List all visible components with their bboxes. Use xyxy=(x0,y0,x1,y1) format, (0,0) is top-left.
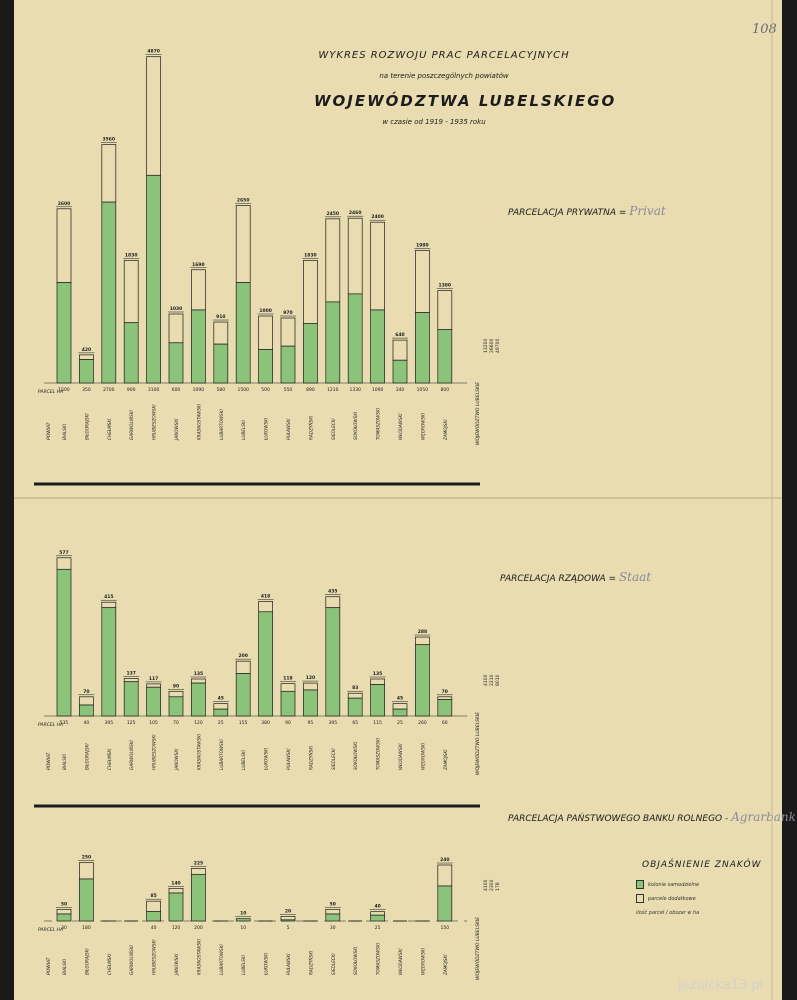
bar-bottom-label: 600 xyxy=(171,388,181,393)
bar-bottom-label: 120 xyxy=(194,721,203,726)
chart-state xyxy=(38,550,501,775)
bar-top-label: 1000 xyxy=(259,309,272,314)
category-label: SOKOŁOWSKI xyxy=(353,946,359,975)
map-sheet xyxy=(14,0,796,1000)
watermark: jezuicka13.pl xyxy=(678,978,764,993)
bar-bottom-label: 340 xyxy=(395,388,405,393)
bar-top-label: 200 xyxy=(238,654,248,660)
bar-additional xyxy=(236,661,250,673)
bar-bottom-label: 200 xyxy=(194,926,203,931)
summary-value: 8010 xyxy=(496,674,502,686)
category-label: RADZYŃSKI xyxy=(308,950,314,975)
bar-top-label: 117 xyxy=(148,676,159,682)
legend-label-colonies: kolonie samodzielne xyxy=(648,882,700,888)
bar-colonies xyxy=(124,682,138,716)
category-label: SIEDLECKI xyxy=(330,953,336,975)
bar-additional xyxy=(147,901,161,912)
bar-colonies xyxy=(303,323,317,383)
parcel-header: PARCEL HA xyxy=(38,928,64,933)
bar-additional xyxy=(415,637,429,645)
bar-bottom-label: 65 xyxy=(352,721,359,726)
bar-top-label: 135 xyxy=(372,671,383,677)
bar-bottom-label: 30 xyxy=(61,926,67,931)
bar-bottom-label: 535 xyxy=(59,721,69,726)
bar-bottom-label: 40 xyxy=(150,926,157,931)
category-label: BIŁGORAJSKI xyxy=(84,743,90,770)
bar-bottom-label: 155 xyxy=(238,721,248,726)
bar-top-label: 45 xyxy=(396,696,404,702)
category-label: WĘGROWSKI xyxy=(420,742,426,770)
bar-additional xyxy=(191,270,205,310)
bar-additional xyxy=(326,597,340,608)
bar-colonies xyxy=(415,313,429,383)
bar-bottom-label: 40 xyxy=(83,721,90,726)
bar-additional xyxy=(438,865,452,886)
bar-additional xyxy=(326,909,340,914)
parcel-header: PARCEL HA xyxy=(38,390,64,395)
bar-additional xyxy=(371,679,385,684)
category-label: PUŁAWSKI xyxy=(286,748,291,770)
bar-additional xyxy=(438,697,452,700)
bar-top-label: 577 xyxy=(59,550,69,556)
bar-additional xyxy=(303,260,317,323)
summary-value: 49700 xyxy=(496,338,502,353)
bar-additional xyxy=(147,684,161,687)
category-label: TOMASZOWSKI xyxy=(375,943,381,975)
chart-private xyxy=(38,49,501,445)
bar-top-label: 970 xyxy=(283,311,293,317)
bar-additional xyxy=(79,697,93,705)
bar-top-label: 240 xyxy=(440,858,450,863)
bar-colonies xyxy=(147,912,161,921)
bar-top-label: 910 xyxy=(216,315,226,321)
bar-top-label: 85 xyxy=(150,894,157,900)
powiat-header: POWIAT xyxy=(47,957,52,975)
bar-bottom-label: 10 xyxy=(240,926,247,931)
bar-bottom-label: 800 xyxy=(440,388,450,393)
bar-additional xyxy=(415,250,429,312)
bar-colonies xyxy=(57,569,71,716)
bar-top-label: 1380 xyxy=(438,283,452,289)
bar-colonies xyxy=(169,343,183,383)
summary-label: WOJEWÓDZTWO LUBELSKIE xyxy=(476,916,482,980)
category-label: LUBELSKI xyxy=(241,750,247,770)
bar-additional xyxy=(57,209,71,283)
bar-top-label: 288 xyxy=(417,630,428,636)
bar-top-label: 20 xyxy=(284,909,292,915)
category-label: RADZYŃSKI xyxy=(308,415,314,440)
category-label: LUBELSKI xyxy=(241,955,247,975)
category-label: GARWOLIŃSKI xyxy=(129,740,135,770)
bar-additional xyxy=(259,601,273,611)
category-label: PUŁAWSKI xyxy=(286,418,291,440)
category-label: LUBARTOWSKI xyxy=(218,944,224,975)
bar-top-label: 45 xyxy=(217,696,224,702)
bar-bottom-label: 150 xyxy=(440,926,450,931)
bar-colonies xyxy=(214,344,228,383)
summary-value: 2300 xyxy=(490,879,496,891)
category-label: LUBARTOWSKI xyxy=(218,739,224,770)
bar-additional xyxy=(57,558,71,570)
bar-top-label: 2400 xyxy=(371,215,384,221)
bar-top-label: 435 xyxy=(328,589,338,595)
summary-value: 178 xyxy=(496,882,502,891)
bar-colonies xyxy=(438,700,452,716)
bar-additional xyxy=(393,704,407,709)
bar-bottom-label: 900 xyxy=(126,388,136,393)
legend-label-additional: parcele dodatkowe xyxy=(648,896,696,902)
bar-colonies xyxy=(259,612,273,716)
bar-colonies xyxy=(415,645,429,716)
powiat-header: POWIAT xyxy=(47,752,52,770)
category-label: ZAMOJSKI xyxy=(442,419,448,440)
category-label: SIEDLECKI xyxy=(330,418,336,440)
bar-colonies xyxy=(393,709,407,716)
bar-colonies xyxy=(371,310,385,383)
bar-colonies xyxy=(79,879,93,921)
bar-colonies xyxy=(259,350,273,384)
summary-label: WOJEWÓDZTWO LUBELSKIE xyxy=(476,381,482,445)
bar-colonies xyxy=(147,687,161,716)
bar-top-label: 135 xyxy=(193,671,204,677)
category-label: JANOWSKI xyxy=(174,953,179,975)
bar-top-label: 4870 xyxy=(147,49,160,55)
category-label: BIALSKI xyxy=(62,959,67,975)
section-title-bank-text: PARCELACJA PAŃSTWOWEGO BANKU ROLNEGO xyxy=(508,814,723,824)
category-label: HRUBIESZOWSKI xyxy=(151,404,157,440)
bar-bottom-label: 550 xyxy=(283,388,293,393)
bar-bottom-label: 890 xyxy=(306,388,315,393)
bar-additional xyxy=(191,869,205,875)
bar-additional xyxy=(281,684,295,692)
bar-top-label: 1030 xyxy=(169,306,183,312)
bar-top-label: 3560 xyxy=(102,137,116,143)
category-label: GARWOLIŃSKI xyxy=(129,410,135,440)
bar-additional xyxy=(191,679,205,683)
category-label: WĘGROWSKI xyxy=(420,412,426,440)
bar-additional xyxy=(281,916,295,920)
legend-title: OBJAŚNIENIE ZNAKÓW xyxy=(642,860,762,870)
bar-top-label: 1830 xyxy=(124,253,138,259)
bar-bottom-label: 1330 xyxy=(349,388,361,393)
bar-top-label: 70 xyxy=(83,689,90,695)
bar-bottom-label: 260 xyxy=(418,721,427,726)
category-label: KRASNOSTAWSKI xyxy=(196,733,202,770)
bar-additional xyxy=(214,704,228,709)
category-label: JANOWSKI xyxy=(174,418,179,440)
bar-additional xyxy=(348,218,362,294)
bar-additional xyxy=(371,912,385,916)
bar-top-label: 40 xyxy=(374,904,381,910)
category-label: ŁUKOWSKI xyxy=(263,952,269,975)
bar-colonies xyxy=(371,684,385,716)
section-title-state-text: PARCELACJA RZĄDOWA xyxy=(500,574,606,584)
bar-bottom-label: 90 xyxy=(285,721,291,726)
bar-additional xyxy=(169,888,183,893)
bar-colonies xyxy=(326,302,340,383)
category-label: GARWOLIŃSKI xyxy=(129,945,135,975)
bar-additional xyxy=(102,602,116,607)
category-label: BIALSKI xyxy=(62,754,67,770)
category-label: WŁODAWSKI xyxy=(398,948,403,975)
bar-bottom-label: 395 xyxy=(104,721,114,726)
bar-bottom-label: 25 xyxy=(397,721,403,726)
summary-value: 13200 xyxy=(484,338,490,353)
bar-colonies xyxy=(102,608,116,716)
bar-colonies xyxy=(438,329,452,383)
summary-value: 4100 xyxy=(484,879,490,891)
bar-additional xyxy=(326,219,340,302)
bar-additional xyxy=(393,340,407,360)
bar-colonies xyxy=(348,698,362,716)
page-number: 108 xyxy=(752,22,777,37)
bar-top-label: 420 xyxy=(81,347,92,353)
bar-additional xyxy=(438,291,452,330)
chart-title-line2: na terenie poszczególnych powiatów xyxy=(379,72,509,80)
bar-bottom-label: 5 xyxy=(286,926,290,931)
summary-value: 26600 xyxy=(490,338,496,353)
bar-top-label: 2450 xyxy=(326,211,340,217)
bar-colonies xyxy=(236,919,250,921)
bar-top-label: 2650 xyxy=(236,198,250,204)
bar-colonies xyxy=(191,683,205,716)
legend-label-numbers: ilość parcel / obszar w ha xyxy=(636,910,700,916)
section-title-private-text: PARCELACJA PRYWATNA xyxy=(508,208,617,218)
bar-top-label: 10 xyxy=(240,911,247,917)
section-title-state: PARCELACJA RZĄDOWA = Staat xyxy=(500,570,652,584)
bar-additional xyxy=(102,144,116,202)
bar-additional xyxy=(147,57,161,176)
bar-top-label: 640 xyxy=(395,333,405,339)
category-label: ZAMOJSKI xyxy=(442,954,448,975)
bar-bottom-label: 25 xyxy=(374,926,381,931)
bar-additional xyxy=(303,683,317,690)
bar-top-label: 1980 xyxy=(416,243,429,249)
category-label: SIEDLECKI xyxy=(330,748,336,770)
summary-value: 4100 xyxy=(484,674,490,686)
bar-additional xyxy=(79,355,93,360)
bar-additional xyxy=(281,318,295,346)
bar-bottom-label: 180 xyxy=(82,926,91,931)
bar-bottom-label: 1500 xyxy=(237,388,249,393)
bar-colonies xyxy=(371,915,385,921)
bar-colonies xyxy=(393,360,407,383)
bar-top-label: 140 xyxy=(171,881,181,887)
bar-top-label: 137 xyxy=(126,671,136,677)
bar-colonies xyxy=(438,886,452,921)
bar-additional xyxy=(57,909,71,914)
section-annotation-bank: Agrarbank xyxy=(731,810,796,824)
bar-colonies xyxy=(326,608,340,716)
bar-colonies xyxy=(236,674,250,717)
bar-bottom-label: 500 xyxy=(261,388,270,393)
category-label: JANOWSKI xyxy=(174,748,179,770)
bar-bottom-label: 580 xyxy=(216,388,226,393)
bar-colonies xyxy=(191,874,205,921)
bar-bottom-label: 30 xyxy=(329,926,336,931)
bar-colonies xyxy=(57,283,71,384)
bar-bottom-label: 350 xyxy=(82,388,91,393)
category-label: KRASNOSTAWSKI xyxy=(196,938,202,975)
bar-top-label: 250 xyxy=(81,855,92,861)
bar-bottom-label: 1210 xyxy=(327,388,339,393)
bar-bottom-label: 2700 xyxy=(103,388,115,393)
bar-top-label: 90 xyxy=(172,684,180,690)
bar-colonies xyxy=(191,310,205,383)
bar-additional xyxy=(371,222,385,310)
category-label: SOKOŁOWSKI xyxy=(353,741,359,770)
bar-bottom-label: 25 xyxy=(217,721,224,726)
bar-bottom-label: 1050 xyxy=(416,388,429,393)
charts-svg xyxy=(14,0,782,1000)
category-label: CHEŁMSKI xyxy=(106,418,112,440)
category-label: CHEŁMSKI xyxy=(106,953,112,975)
bar-colonies xyxy=(281,346,295,383)
chart-bank xyxy=(38,855,501,980)
bar-top-label: 2460 xyxy=(348,211,362,217)
bar-colonies xyxy=(79,360,93,383)
category-label: SOKOŁOWSKI xyxy=(353,411,359,440)
chart-title-line1: WYKRES ROZWOJU PRAC PARCELACYJNYCH xyxy=(318,50,570,61)
category-label: WŁODAWSKI xyxy=(398,413,403,440)
bar-bottom-label: 60 xyxy=(441,721,448,726)
bar-colonies xyxy=(57,914,71,921)
powiat-header: POWIAT xyxy=(47,422,52,440)
bar-bottom-label: 3100 xyxy=(147,388,160,393)
bar-colonies xyxy=(236,283,250,384)
bar-bottom-label: 1500 xyxy=(58,388,70,393)
bar-top-label: 2600 xyxy=(57,201,71,207)
bar-top-label: 83 xyxy=(352,686,359,692)
bar-additional xyxy=(169,314,183,343)
bar-top-label: 120 xyxy=(305,676,316,682)
bar-bottom-label: 95 xyxy=(307,721,314,726)
category-label: HRUBIESZOWSKI xyxy=(151,939,157,975)
category-label: BIŁGORAJSKI xyxy=(84,413,90,440)
bar-top-label: 418 xyxy=(260,594,271,600)
chart-title-period: w czasie od 1919 - 1935 roku xyxy=(382,118,486,126)
bar-additional xyxy=(236,205,250,282)
category-label: ŁUKOWSKI xyxy=(263,417,269,440)
bar-additional xyxy=(79,863,93,879)
category-label: ŁUKOWSKI xyxy=(263,747,269,770)
chart-title-main: WOJEWÓDZTWA LUBELSKIEGO xyxy=(314,92,617,110)
summary-label: WOJEWÓDZTWO LUBELSKIE xyxy=(476,711,482,775)
category-label: TOMASZOWSKI xyxy=(375,408,381,440)
bar-top-label: 70 xyxy=(441,689,448,695)
section-annotation-state: Staat xyxy=(618,570,652,584)
category-label: LUBARTOWSKI xyxy=(218,409,224,440)
bar-colonies xyxy=(348,294,362,383)
bar-bottom-label: 70 xyxy=(173,721,179,726)
bar-bottom-label: 380 xyxy=(261,721,270,726)
bar-colonies xyxy=(79,705,93,716)
section-title-private: PARCELACJA PRYWATNA = Privat xyxy=(508,204,666,218)
bar-colonies xyxy=(102,202,116,383)
category-label: BIALSKI xyxy=(62,424,67,440)
category-label: TOMASZOWSKI xyxy=(375,738,381,770)
summary-value: 2210 xyxy=(490,674,496,686)
bar-colonies xyxy=(281,920,295,921)
bar-bottom-label: 1090 xyxy=(192,388,205,393)
bar-bottom-label: 395 xyxy=(328,721,338,726)
bar-top-label: 225 xyxy=(193,861,204,867)
category-label: KRASNOSTAWSKI xyxy=(196,403,202,440)
bar-bottom-label: 105 xyxy=(149,721,158,726)
bar-additional xyxy=(214,322,228,344)
bar-colonies xyxy=(124,323,138,383)
bar-additional xyxy=(124,678,138,681)
bar-colonies xyxy=(169,697,183,716)
parcel-header: PARCEL HA xyxy=(38,723,64,728)
bar-colonies xyxy=(147,175,161,383)
bar-additional xyxy=(259,316,273,350)
bar-bottom-label: 1090 xyxy=(371,388,384,393)
category-label: RADZYŃSKI xyxy=(308,745,314,770)
category-label: WŁODAWSKI xyxy=(398,743,403,770)
bar-bottom-label: 120 xyxy=(171,926,181,931)
bar-top-label: 1830 xyxy=(304,253,317,259)
bar-top-label: 415 xyxy=(104,595,114,601)
bar-additional xyxy=(169,691,183,696)
bar-top-label: 1690 xyxy=(192,262,205,268)
bar-additional xyxy=(348,693,362,698)
bar-colonies xyxy=(214,709,228,716)
bar-top-label: 50 xyxy=(60,902,68,908)
bar-bottom-label: 115 xyxy=(373,721,382,726)
category-label: LUBELSKI xyxy=(241,420,247,440)
category-label: BIŁGORAJSKI xyxy=(84,948,90,975)
bar-colonies xyxy=(169,893,183,921)
category-label: ZAMOJSKI xyxy=(442,749,448,770)
section-annotation-private: Privat xyxy=(629,204,666,218)
bar-colonies xyxy=(303,690,317,716)
section-title-bank: PARCELACJA PAŃSTWOWEGO BANKU ROLNEGO - Agrarbank xyxy=(508,810,796,824)
bar-colonies xyxy=(281,691,295,716)
bar-additional xyxy=(124,260,138,322)
category-label: CHEŁMSKI xyxy=(106,748,112,770)
category-label: WĘGROWSKI xyxy=(420,947,426,975)
category-label: HRUBIESZOWSKI xyxy=(151,734,157,770)
bar-top-label: 118 xyxy=(283,676,293,682)
bar-colonies xyxy=(326,914,340,921)
bar-bottom-label: 125 xyxy=(126,721,136,726)
category-label: PUŁAWSKI xyxy=(286,953,291,975)
bar-top-label: 50 xyxy=(329,902,336,908)
